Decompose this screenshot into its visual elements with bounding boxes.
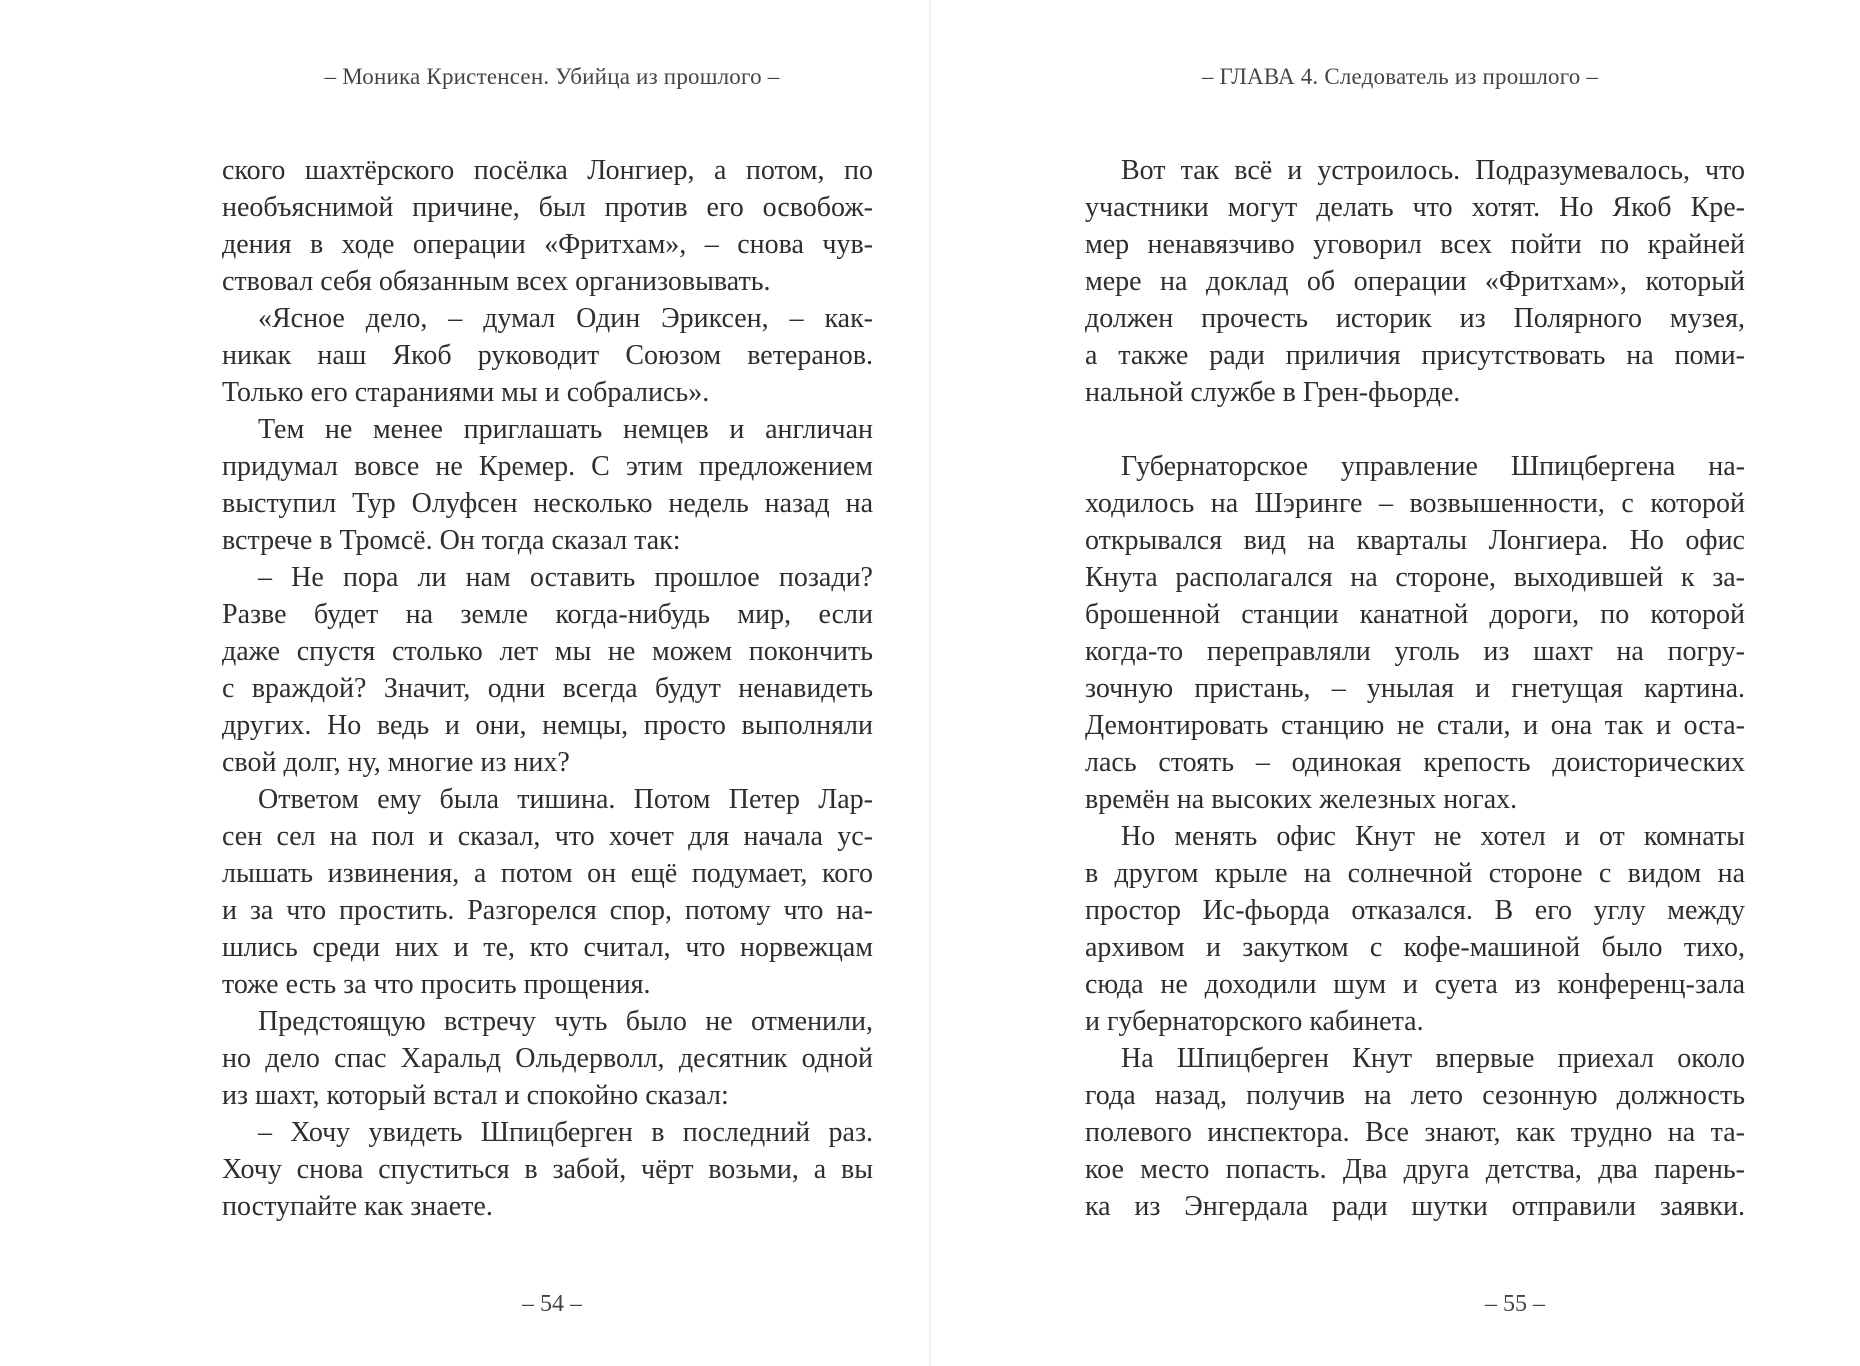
text-line: лышать извинения, а потом он ещё подумает, кого — [222, 858, 873, 889]
text-line: должен прочесть историк из Полярного музея, — [1085, 303, 1745, 334]
text-line: шлись среди них и те, кто считал, что норвежцам — [222, 932, 873, 963]
left-text-block — [222, 152, 873, 1225]
text-line: из шахт, который встал и спокойно сказал: — [222, 1080, 729, 1111]
text-line: нальной службе в Грен-фьорде. — [1085, 377, 1461, 408]
text-line: зочную пристань, – унылая и гнетущая картина. — [1085, 673, 1745, 704]
text-line: необъяснимой причине, был против его освобож- — [222, 192, 873, 223]
text-line: Разве будет на земле когда-нибудь мир, если — [222, 599, 873, 630]
paragraph — [222, 152, 873, 300]
text-line: простор Ис-фьорда отказался. В его углу между — [1085, 895, 1745, 926]
text-line: Демонтировать станцию не стали, и она так и оста- — [1085, 710, 1745, 741]
text-line: других. Но ведь и они, немцы, просто выполняли — [222, 710, 873, 741]
text-line: и губернаторского кабинета. — [1085, 1006, 1424, 1037]
text-line: – Не пора ли нам оставить прошлое позади? — [258, 562, 873, 593]
paragraph — [222, 411, 873, 559]
text-line: придумал вовсе не Кремер. С этим предложением — [222, 451, 873, 482]
text-line: сюда не доходили шум и суета из конференц-зала — [1085, 969, 1745, 1000]
text-line: Вот так всё и устроилось. Подразумевалось, что — [1121, 155, 1745, 186]
text-line: «Ясное дело, – думал Один Эриксен, – как- — [258, 303, 873, 334]
text-line: мер ненавязчиво уговорил всех пойти по крайней — [1085, 229, 1745, 260]
text-line: Но менять офис Кнут не хотел и от комнаты — [1121, 821, 1745, 852]
running-head-left: – Моника Кристенсен. Убийца из прошлого – — [324, 64, 780, 89]
text-line: встрече в Тромсё. Он тогда сказал так: — [222, 525, 681, 556]
page-number-left: – 54 – — [522, 1291, 582, 1317]
paragraph — [222, 1114, 873, 1225]
text-line: ствовал себя обязанным всех организовывать. — [222, 266, 771, 297]
running-head-right: – ГЛАВА 4. Следователь из прошлого – — [1201, 64, 1599, 89]
text-line: тоже есть за что просить прощения. — [222, 969, 651, 1000]
text-line: и за что простить. Разгорелся спор, потому что на- — [222, 895, 873, 926]
text-line: Хочу снова спуститься в забой, чёрт возьми, а вы — [222, 1154, 873, 1185]
paragraph — [1085, 152, 1745, 411]
text-line: времён на высоких железных ногах. — [1085, 784, 1518, 815]
text-line: ходилось на Шэринге – возвышенности, с которой — [1085, 488, 1745, 519]
text-line: ского шахтёрского посёлка Лонгиер, а потом, по — [222, 155, 873, 186]
text-line: в другом крыле на солнечной стороне с видом на — [1085, 858, 1745, 889]
text-line: никак наш Якоб руководит Союзом ветеранов. — [222, 340, 873, 371]
text-line: Ответом ему была тишина. Потом Петер Лар- — [258, 784, 873, 815]
text-line: полевого инспектора. Все знают, как трудно на та- — [1085, 1117, 1745, 1148]
text-line: Кнута располагался на стороне, выходившей к за- — [1085, 562, 1745, 593]
text-line: с враждой? Значит, одни всегда будут ненавидеть — [222, 673, 873, 704]
text-line: свой долг, ну, многие из них? — [222, 747, 570, 778]
paragraph — [1085, 1040, 1745, 1225]
text-line: На Шпицберген Кнут впервые приехал около — [1121, 1043, 1745, 1074]
paragraph — [1085, 448, 1745, 818]
text-line: Только его стараниями мы и собрались». — [222, 377, 710, 408]
text-line: лась стоять – одинокая крепость доисторических — [1085, 747, 1745, 778]
right-text-block — [1085, 152, 1745, 1225]
text-line: Предстоящую встречу чуть было не отменили, — [258, 1006, 873, 1037]
text-line: года назад, получив на лето сезонную должность — [1085, 1080, 1745, 1111]
section-break — [1085, 411, 1745, 448]
text-line: даже спустя столько лет мы не можем покончить — [222, 636, 873, 667]
text-line: участники могут делать что хотят. Но Якоб Кре- — [1085, 192, 1745, 223]
text-line: а также ради приличия присутствовать на поми- — [1085, 340, 1745, 371]
paragraph — [222, 781, 873, 1003]
text-line: открывался вид на кварталы Лонгиера. Но офис — [1085, 525, 1745, 556]
text-line: сен сел на пол и сказал, что хочет для начала ус- — [222, 821, 873, 852]
paragraph — [222, 559, 873, 781]
page-number-right: – 55 – — [1485, 1291, 1545, 1317]
right-page — [930, 0, 1860, 1366]
text-line: архивом и закутком с кофе-машиной было тихо, — [1085, 932, 1745, 963]
text-line: ка из Энгердала ради шутки отправили заявки. — [1085, 1191, 1745, 1222]
text-line: кое место попасть. Два друга детства, два парень- — [1085, 1154, 1745, 1185]
text-line: но дело спас Харальд Ольдерволл, десятник одной — [222, 1043, 873, 1074]
paragraph — [1085, 818, 1745, 1040]
text-line: брошенной станции канатной дороги, по которой — [1085, 599, 1745, 630]
text-line: дения в ходе операции «Фритхам», – снова чув- — [222, 229, 873, 260]
text-line: Тем не менее приглашать немцев и англичан — [258, 414, 873, 445]
paragraph — [222, 1003, 873, 1114]
text-line: Губернаторское управление Шпицбергена на- — [1121, 451, 1745, 482]
text-line: когда-то переправляли уголь из шахт на погру- — [1085, 636, 1745, 667]
text-line: мере на доклад об операции «Фритхам», который — [1085, 266, 1745, 297]
paragraph — [222, 300, 873, 411]
text-line: – Хочу увидеть Шпицберген в последний раз. — [258, 1117, 873, 1148]
text-line: выступил Тур Олуфсен несколько недель назад на — [222, 488, 873, 519]
text-line: поступайте как знаете. — [222, 1191, 493, 1222]
